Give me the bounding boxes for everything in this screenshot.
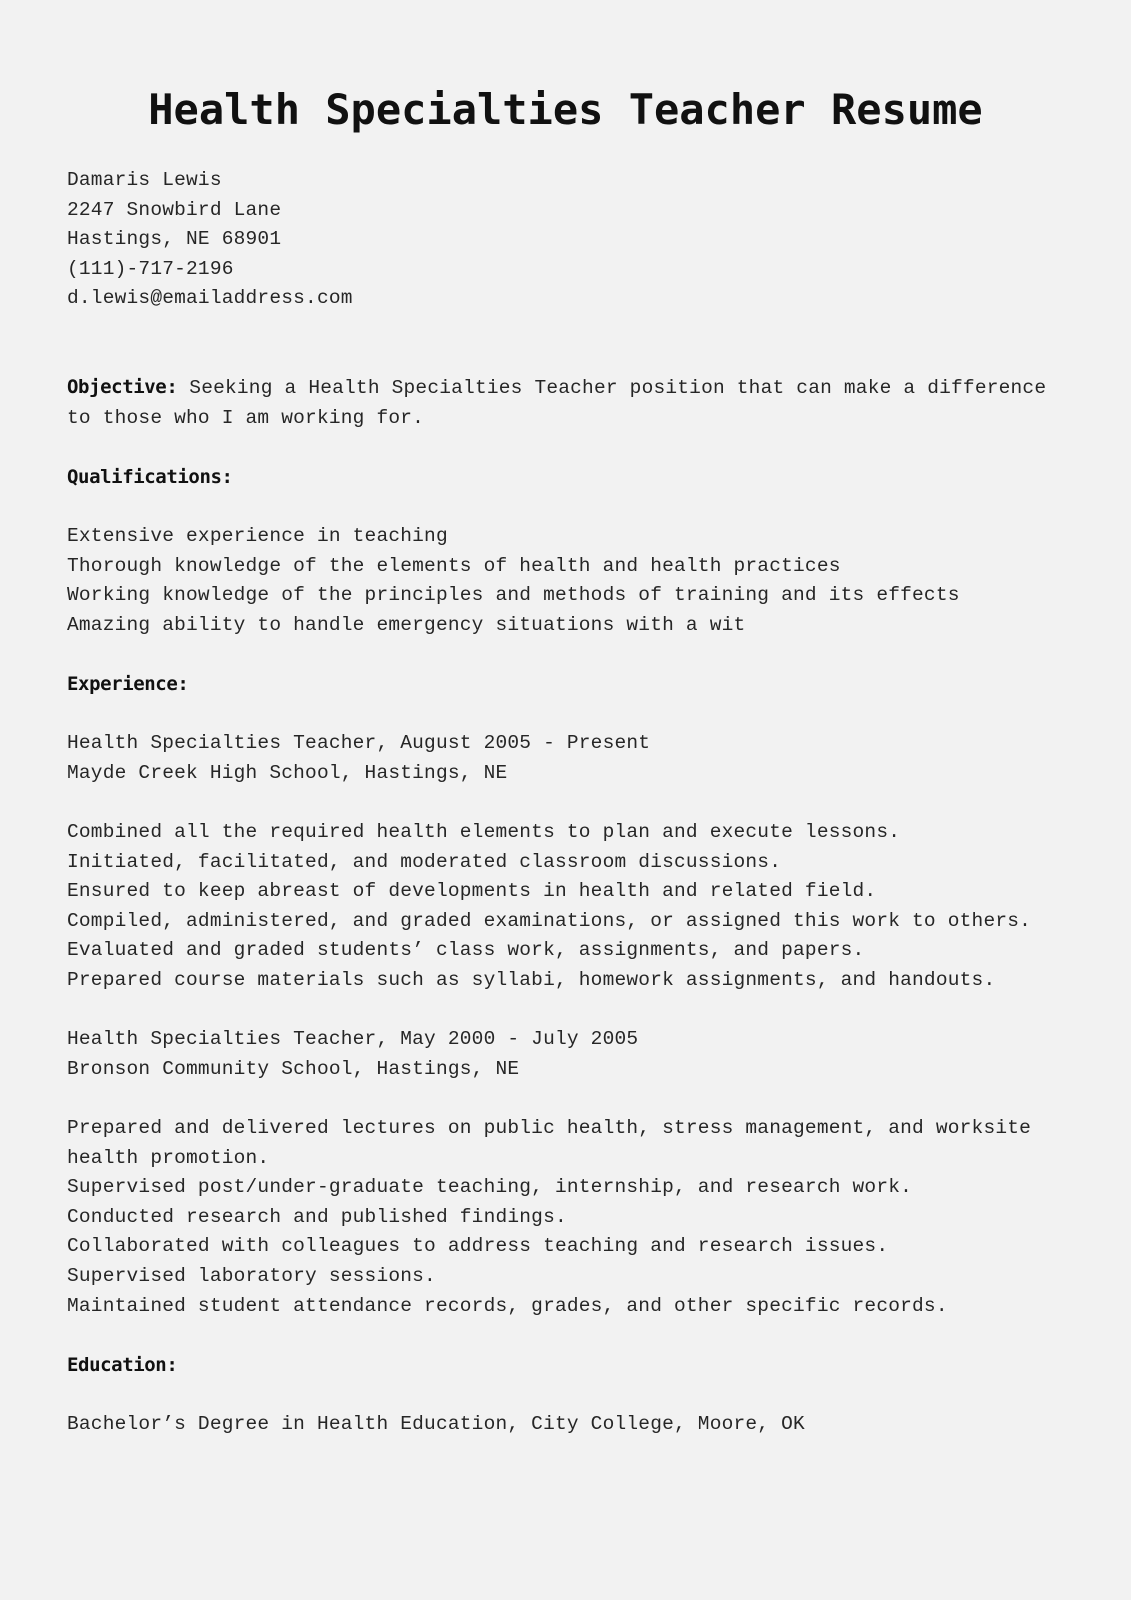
education-item: Bachelor’s Degree in Health Education, City College, Moore, OK — [67, 1412, 805, 1435]
education-section — [67, 1351, 1067, 1440]
objective-section — [67, 373, 1067, 433]
job-duty: Prepared course materials such as syllabi, homework assignments, and handouts. — [67, 969, 996, 992]
job-title: Health Specialties Teacher, May 2000 - July 2005 — [67, 1028, 639, 1051]
contact-street: 2247 Snowbird Lane — [67, 198, 282, 221]
job-duty: Compiled, administered, and graded examinations, or assigned this work to others. — [67, 909, 1032, 932]
job-duty: Initiated, facilitated, and moderated classroom discussions. — [67, 850, 782, 873]
qualification-item: Amazing ability to handle emergency situations with a wit — [67, 613, 746, 636]
qualifications-heading: Qualifications: — [67, 465, 233, 488]
contact-block — [67, 166, 1067, 314]
resume-body — [67, 166, 1067, 1440]
contact-city: Hastings, NE 68901 — [67, 228, 282, 251]
job-duty: Combined all the required health elements to plan and execute lessons. — [67, 821, 901, 844]
objective-label: Objective: — [67, 376, 178, 399]
job-duty: Evaluated and graded students’ class work, assignments, and papers. — [67, 939, 865, 962]
job-duty: Supervised post/under-graduate teaching, internship, and research work. — [67, 1176, 913, 1199]
page-title: Health Specialties Teacher Resume — [148, 85, 983, 134]
job-duty: Supervised laboratory sessions. — [67, 1264, 436, 1287]
contact-name: Damaris Lewis — [67, 169, 222, 191]
job-duty: Conducted research and published findings. — [67, 1205, 567, 1228]
job-title: Health Specialties Teacher, August 2005 - Present — [67, 732, 651, 755]
qualification-item: Extensive experience in teaching — [67, 525, 448, 548]
experience-section — [67, 670, 1067, 1321]
qualifications-section — [67, 463, 1067, 641]
objective-text: Seeking a Health Specialties Teacher position that can make a difference to those who I am working for. — [67, 377, 1047, 429]
job-employer: Bronson Community School, Hastings, NE — [67, 1057, 520, 1080]
job-entry — [67, 1025, 1067, 1321]
qualification-item: Thorough knowledge of the elements of health and health practices — [67, 554, 841, 577]
job-duty: Prepared and delivered lectures on public health, stress management, and worksite health promotion. — [67, 1117, 1043, 1169]
job-employer: Mayde Creek High School, Hastings, NE — [67, 761, 508, 784]
job-duty: Maintained student attendance records, grades, and other specific records. — [67, 1294, 948, 1317]
contact-phone: (111)-717-2196 — [67, 257, 234, 280]
education-heading: Education: — [67, 1353, 178, 1376]
contact-email: d.lewis@emailaddress.com — [67, 287, 353, 310]
job-entry — [67, 729, 1067, 995]
job-duty: Collaborated with colleagues to address teaching and research issues. — [67, 1235, 889, 1258]
job-duty: Ensured to keep abreast of developments in health and related field. — [67, 880, 877, 903]
qualification-item: Working knowledge of the principles and methods of training and its effects — [67, 584, 960, 607]
experience-heading: Experience: — [67, 673, 189, 696]
